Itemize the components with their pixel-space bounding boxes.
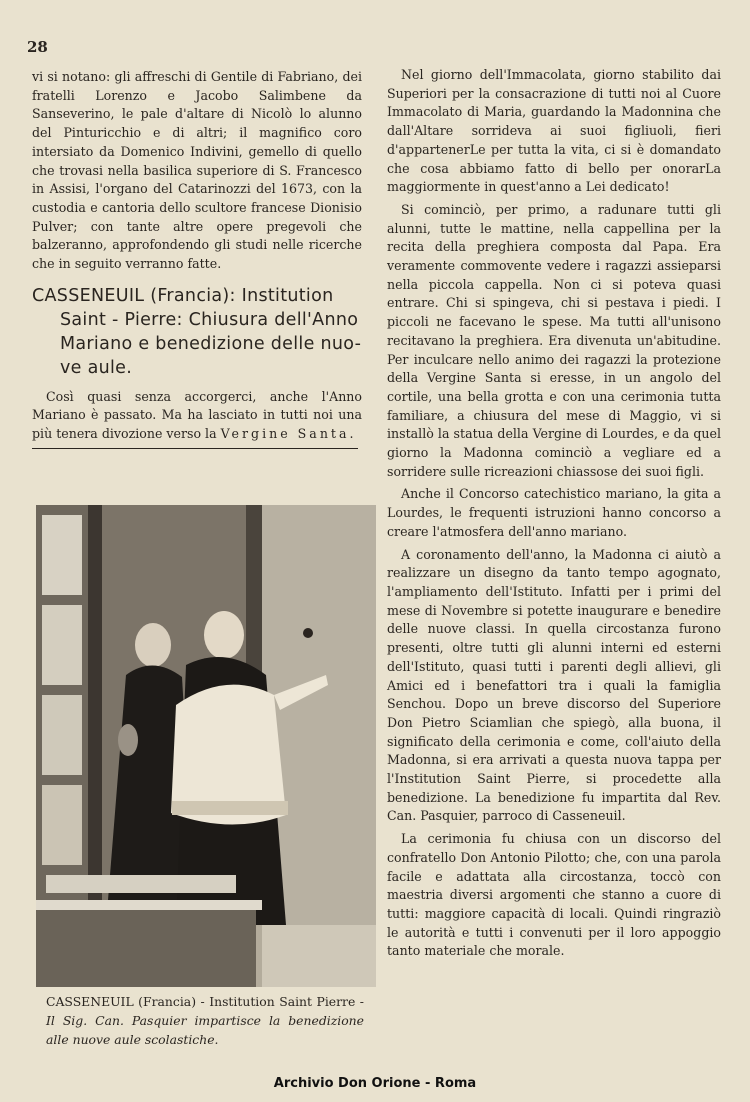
section-divider xyxy=(32,448,358,449)
section-title-line-2: Saint - Pierre: Chiusura dell'Anno xyxy=(60,309,359,330)
right-column xyxy=(387,66,721,961)
section-title-line-4: ve aule. xyxy=(60,357,133,378)
intro-spaced-text: Vergine Santa. xyxy=(220,426,357,442)
intro-paragraph xyxy=(32,388,362,444)
section-title xyxy=(32,284,362,380)
caption-description: Il Sig. Can. Pasquier impartisce la benedizione alle nuove aule scolastiche. xyxy=(46,1013,364,1047)
right-paragraph-2: Si cominciò, per primo, a radunare tutti gli alunni, tutte le mattine, nella cappellina per la recita della preghiera composta dal Papa. Era veramente commovente vedere i ragazzi assieparsi nella piccola cappella. Non ci si poteva quasi entrare. Chi si spingeva, chi si pestava i piedi. I piccoli ne facevano le spese. Ma tutti all'unisono recitavano la preghiera. Era divenuta un'abitudine. Per inculcare nello animo dei ragazzi la protezione della Vergine Santa si eresse, in un angolo del cortile, una bella grotta e con una cerimonia tutta familiare, a chiusura del mese di Maggio, vi si installò la statua della Vergine di Lourdes, e da quel giorno la Madonna cominciò a vegliare ed a sorridere sulle ricreazioni chiassose dei suoi figli. xyxy=(387,201,721,479)
right-paragraph-4: A coronamento dell'anno, la Madonna ci aiutò a realizzare un disegno da tanto tempo agognato, l'ampliamento dell'Istituto. Infatti per i primi del mese di Novembre si potette inaugurare e benedire delle nuove classi. In quella circostanza furono presenti, oltre tutti gli alunni interni ed esterni dell'Istituto, quasi tutti i parenti degli allievi, gli Amici ed i benefattori tra i quali la famiglia Senchou. Dopo un breve discorso del Superiore Don Pietro Sciamlian che spiegò, alla buona, il significato della cerimonia e come, coll'aiuto della Madonna, si era arrivati a questa nuova tappa per l'Institution Saint Pierre, si procedette alla benedizione. La benedizione fu impartita dal Rev. Can. Pasquier, parroco di Casseneuil. xyxy=(387,546,721,824)
page-number: 28 xyxy=(27,38,48,56)
archive-footer: Archivio Don Orione - Roma xyxy=(273,1076,477,1091)
photo-caption xyxy=(46,992,364,1049)
continuation-paragraph: vi si notano: gli affreschi di Gentile di Fabriano, dei fratelli Lorenzo e Jacobo Salimbene da Sanseverino, le pale d'altare di Nicolò lo alunno del Pinturicchio e di altri; il magnifico coro intersiato da Domenico Indivini, gemello di quello che trovasi nella basilica superiore di S. Francesco in Assisi, l'organo del Catarinozzi del 1673, con la custodia e cantoria dello scultore francese Dionisio Pulver; con tante altre opere pregevoli che balzeranno, approfondendo gli studi nelle ricerche che in seguito verranno fatte. xyxy=(32,69,362,272)
photo-illustration xyxy=(36,505,376,987)
section-title-line-3: Mariano e benedizione delle nuo- xyxy=(60,333,362,354)
caption-location: CASSENEUIL (Francia) - Institution Saint Pierre - xyxy=(46,994,364,1009)
intro-text: Così quasi senza accorgerci, anche l'Anno Mariano è passato. Ma ha lasciato in tutti noi una più tenera divozione verso la xyxy=(32,388,362,442)
right-paragraph-5: La cerimonia fu chiusa con un discorso del confratello Don Antonio Pilotto; che, con una parola facile e adattata alla circostanza, toccò con maestria diversi argomenti che stanno a cuore di tutti: maggiore capacità di locali. Quindi ringraziò le autorità e tutti i convenuti per il loro appoggio tanto materiale che morale. xyxy=(387,831,721,959)
right-paragraph-1: Nel giorno dell'Immacolata, giorno stabilito dai Superiori per la consacrazione di tutti noi al Cuore Immacolato di Maria, guardando la Madonnina che dall'Altare sorrideva ai suoi figliuoli, fieri d'appartenerLe per tutta la vita, ci si è domandato che cosa abbiamo fatto di bello per onorarLa maggiormente in quest'anno a Lei dedicato! xyxy=(387,67,721,195)
left-column xyxy=(32,68,362,449)
ceremony-photo xyxy=(36,505,376,987)
right-paragraph-3: Anche il Concorso catechistico mariano, la gita a Lourdes, le frequenti istruzioni hanno concorso a creare l'atmosfera dell'anno mariano. xyxy=(387,486,721,539)
section-title-line-1: CASSENEUIL (Francia): Institution xyxy=(32,285,334,306)
